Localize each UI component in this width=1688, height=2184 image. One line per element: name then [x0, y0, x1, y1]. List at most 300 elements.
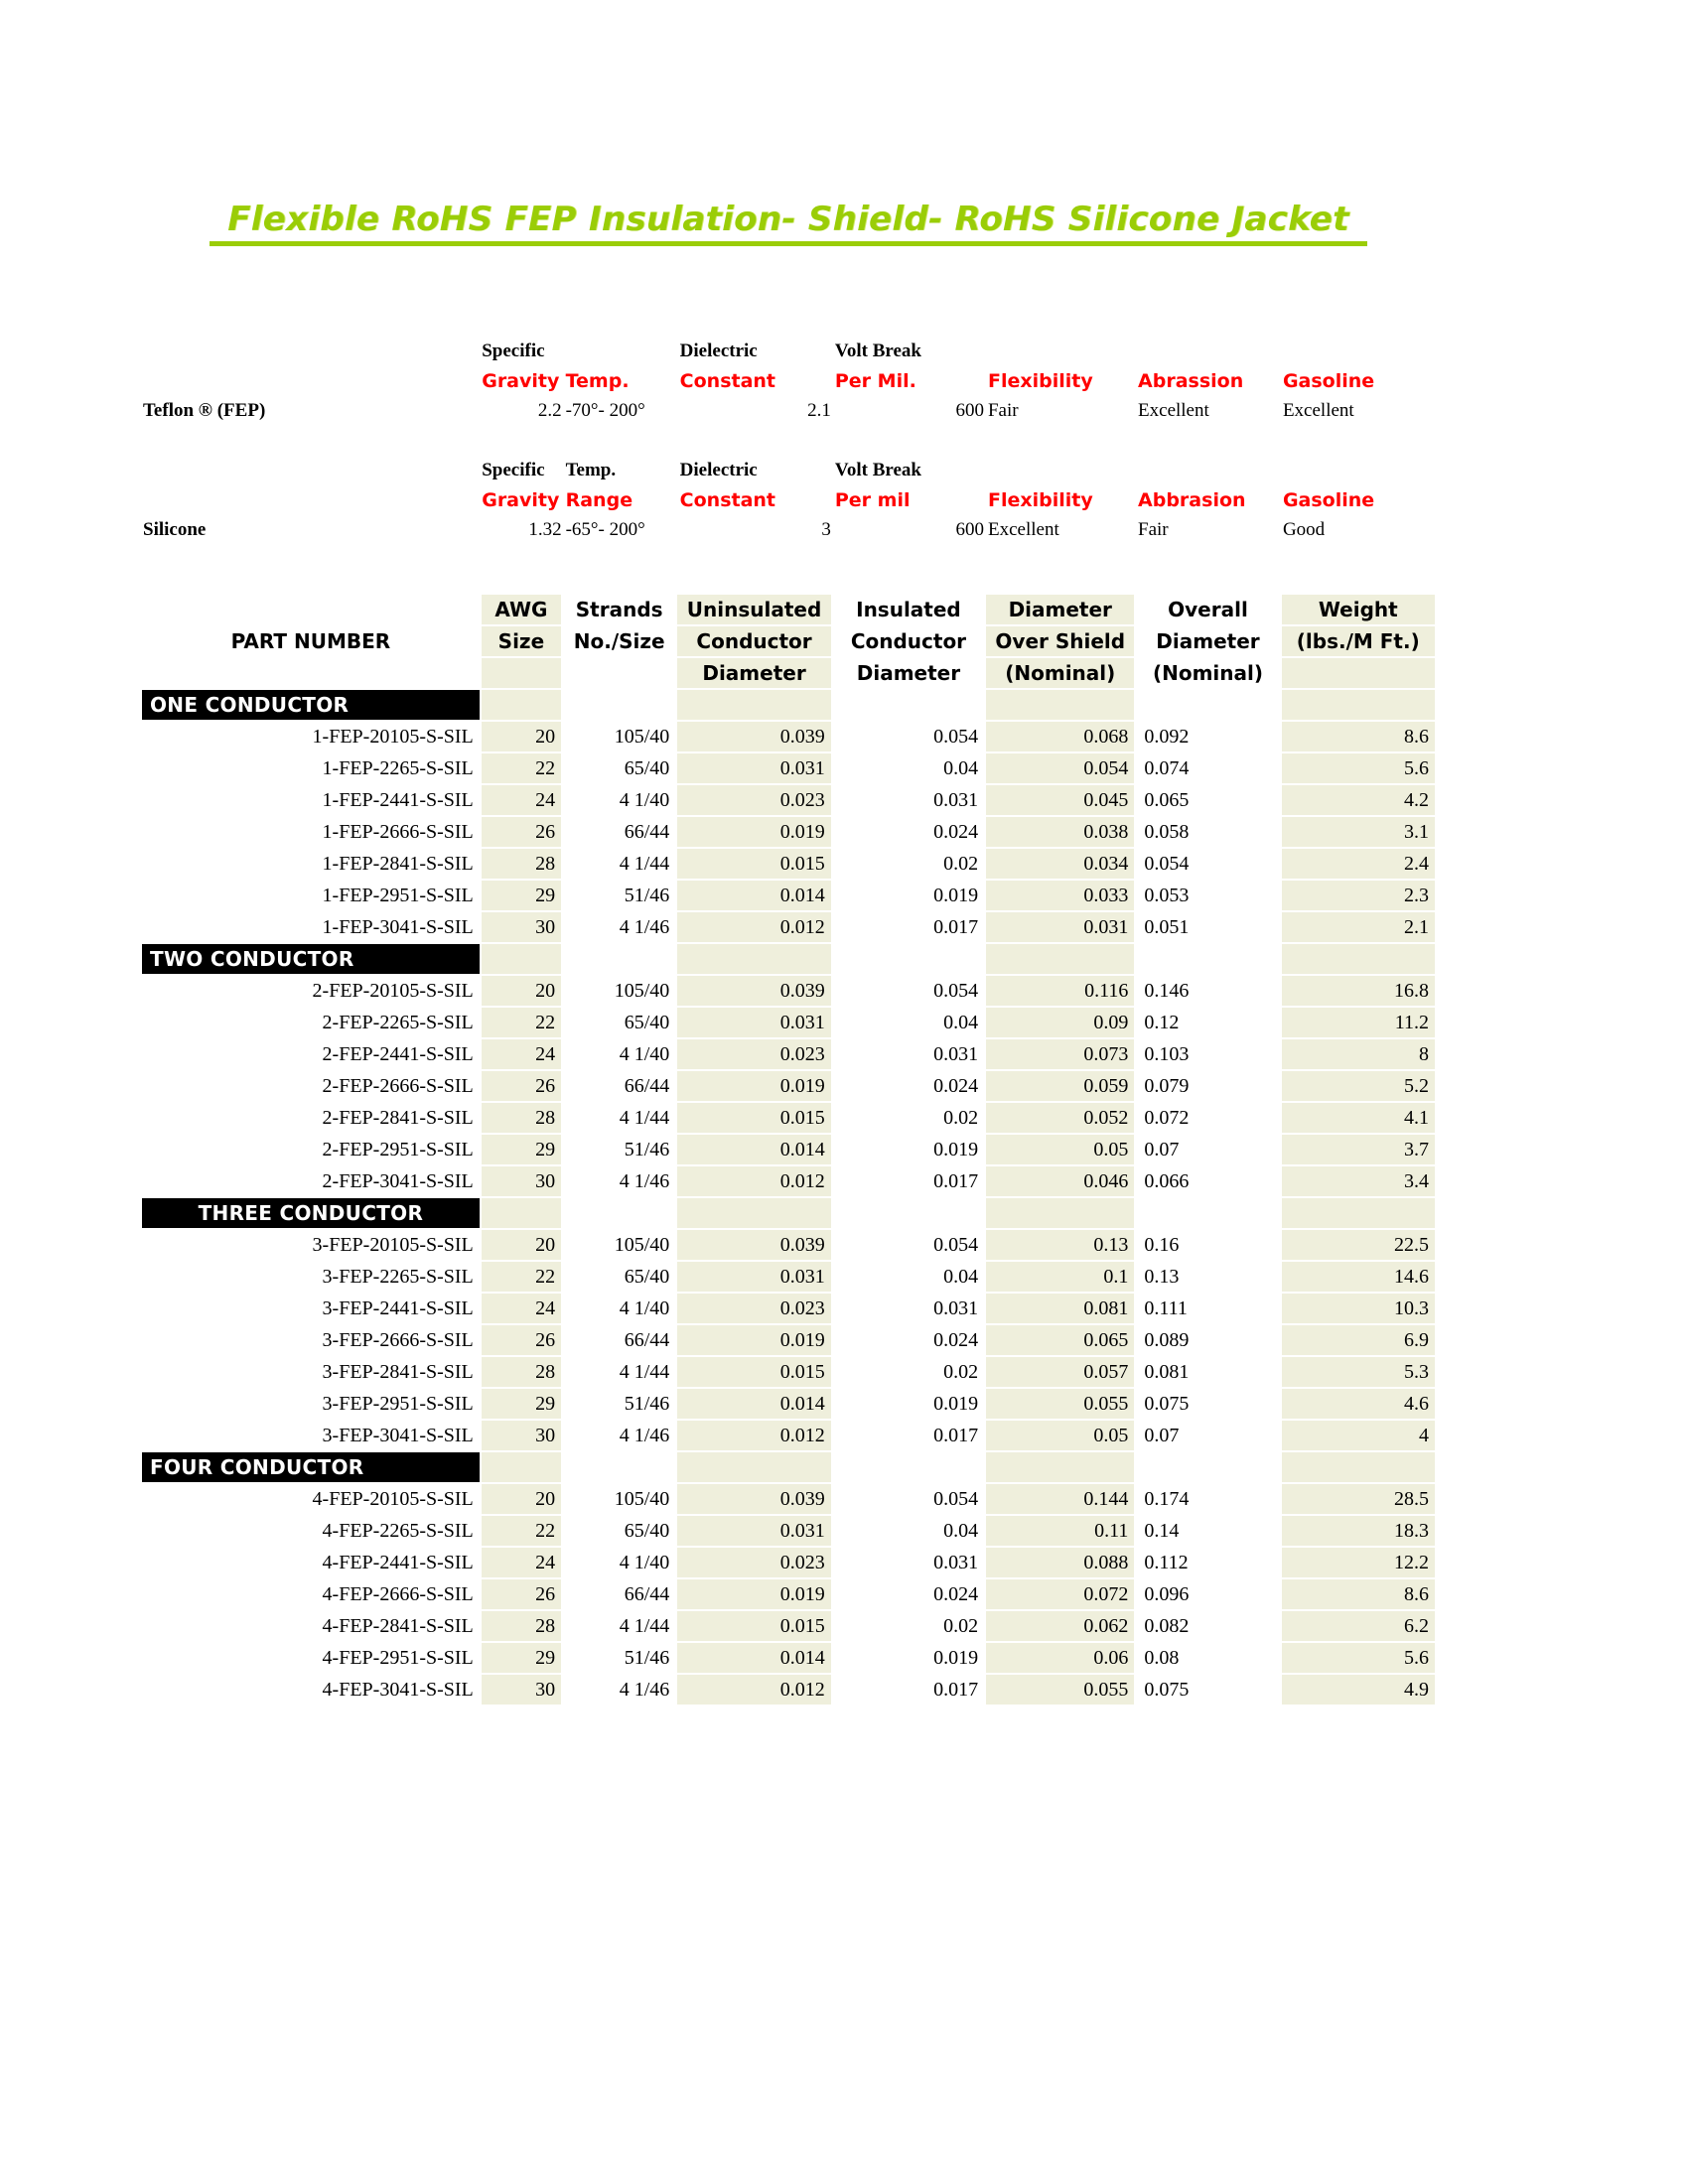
column-header-cell: PART NUMBER [230, 629, 391, 653]
column-header-cell: Diameter [677, 658, 830, 688]
column-header-cell: Uninsulated [677, 595, 830, 624]
cell-part-number: 1-FEP-2441-S-SIL [322, 788, 474, 811]
section-header-filler [482, 944, 561, 974]
cell-tail [1437, 976, 1539, 1006]
cell-insulated-conductor-diameter: 0.019 [933, 1392, 979, 1415]
column-header-cell: AWG [482, 595, 561, 624]
section-header-filler [677, 1452, 830, 1482]
cell-part-number: 3-FEP-2441-S-SIL [322, 1297, 474, 1319]
table-row[interactable] [142, 817, 1539, 847]
cell-overall-diameter: 0.074 [1144, 756, 1190, 779]
cell-overall-diameter: 0.072 [1144, 1106, 1190, 1129]
cell-diameter-over-shield: 0.11 [986, 1516, 1134, 1546]
blank-cell [565, 427, 677, 455]
section-header-filler [563, 1198, 675, 1228]
cell-insulated-conductor-diameter: 0.024 [933, 1074, 979, 1097]
cell-weight: 2.4 [1282, 849, 1435, 879]
cell-strands: 51/46 [624, 1392, 670, 1415]
cell-strands: 4 1/40 [619, 1042, 670, 1065]
silicone-data-row [142, 516, 1539, 544]
table-row[interactable] [142, 1135, 1539, 1164]
cell-uninsulated-conductor-diameter: 0.031 [677, 1008, 830, 1037]
cell-awg-size: 20 [482, 976, 561, 1006]
cell-strands: 4 1/40 [619, 788, 670, 811]
column-header-cell [1437, 658, 1539, 688]
teflon-hdr-volt-break: Volt Break [834, 341, 921, 361]
cell-overall-diameter: 0.08 [1144, 1646, 1180, 1669]
section-header-label: ONE CONDUCTOR [142, 690, 480, 720]
cell-tail [1437, 1675, 1539, 1705]
cell-part-number: 2-FEP-3041-S-SIL [322, 1169, 474, 1192]
cell-part-number: 3-FEP-2666-S-SIL [322, 1328, 474, 1351]
cell-tail [1437, 1135, 1539, 1164]
title-tail-cell [1437, 188, 1539, 287]
teflon-data-row [142, 397, 1539, 425]
cell-diameter-over-shield: 0.052 [986, 1103, 1134, 1133]
cell-uninsulated-conductor-diameter: 0.023 [677, 1548, 830, 1577]
section-header-filler [482, 1452, 561, 1482]
table-row[interactable] [142, 1325, 1539, 1355]
section-header-filler [563, 1452, 675, 1482]
table-row[interactable] [142, 785, 1539, 815]
cell-weight: 14.6 [1282, 1262, 1435, 1292]
cell-tail [1437, 1294, 1539, 1323]
cell-diameter-over-shield: 0.057 [986, 1357, 1134, 1387]
silicone-hdr-temp: Temp. [565, 460, 617, 480]
cell-weight: 5.6 [1282, 753, 1435, 783]
cell-insulated-conductor-diameter: 0.031 [933, 1042, 979, 1065]
teflon-hdr-abrassion: Abrassion [1138, 370, 1244, 392]
cell-insulated-conductor-diameter: 0.017 [933, 1169, 979, 1192]
cell-strands: 4 1/46 [619, 915, 670, 938]
blank-cell [1282, 427, 1435, 455]
column-header-cell: Diameter [856, 661, 961, 685]
table-row[interactable] [142, 976, 1539, 1006]
teflon-header-top-row [142, 338, 1539, 365]
silicone-hdr-blank [142, 457, 479, 484]
cell-overall-diameter: 0.103 [1144, 1042, 1190, 1065]
teflon-hdr-specific: Specific [482, 341, 545, 361]
section-header-filler [833, 690, 984, 720]
cell-weight: 5.6 [1282, 1643, 1435, 1673]
cell-uninsulated-conductor-diameter: 0.019 [677, 1325, 830, 1355]
spacer-cell [482, 154, 561, 186]
cell-uninsulated-conductor-diameter: 0.031 [677, 1262, 830, 1292]
cell-uninsulated-conductor-diameter: 0.039 [677, 722, 830, 751]
table-row[interactable] [142, 1039, 1539, 1069]
cell-overall-diameter: 0.082 [1144, 1614, 1190, 1637]
cell-awg-size: 28 [482, 1611, 561, 1641]
cell-strands: 66/44 [624, 1328, 670, 1351]
column-header-row-2 [142, 626, 1539, 656]
section-header-filler [1136, 690, 1279, 720]
section-header-filler [677, 944, 830, 974]
cell-insulated-conductor-diameter: 0.019 [933, 884, 979, 906]
cell-tail [1437, 1579, 1539, 1609]
cell-awg-size: 22 [482, 1262, 561, 1292]
props-bottom-separator-row [142, 546, 1539, 574]
section-header-filler [1136, 944, 1279, 974]
section-header-filler [482, 1198, 561, 1228]
cell-part-number: 3-FEP-2265-S-SIL [322, 1265, 474, 1288]
cell-part-number: 3-FEP-20105-S-SIL [312, 1233, 474, 1256]
cell-part-number: 4-FEP-2841-S-SIL [322, 1614, 474, 1637]
teflon-hdr-gasoline: Gasoline [1282, 370, 1375, 392]
cell-overall-diameter: 0.066 [1144, 1169, 1190, 1192]
cell-tail [1437, 1421, 1539, 1450]
cell-insulated-conductor-diameter: 0.02 [943, 1614, 979, 1637]
cell-weight: 16.8 [1282, 976, 1435, 1006]
cell-tail [1437, 912, 1539, 942]
table-row[interactable] [142, 1548, 1539, 1577]
cell-diameter-over-shield: 0.09 [986, 1008, 1134, 1037]
section-header-row [142, 1198, 1539, 1228]
cell-insulated-conductor-diameter: 0.054 [933, 725, 979, 748]
cell-overall-diameter: 0.079 [1144, 1074, 1190, 1097]
spacer-cell [1136, 154, 1279, 186]
column-header-cell [1282, 658, 1435, 688]
column-header-cell: (lbs./M Ft.) [1282, 626, 1435, 656]
cell-part-number: 3-FEP-2841-S-SIL [322, 1360, 474, 1383]
cell-overall-diameter: 0.075 [1144, 1678, 1190, 1701]
cell-weight: 4.1 [1282, 1103, 1435, 1133]
section-header-filler [1437, 1452, 1539, 1482]
cell-overall-diameter: 0.081 [1144, 1360, 1190, 1383]
silicone-temp-range: -65°- 200° [565, 519, 645, 540]
cell-tail [1437, 753, 1539, 783]
blank-cell [1437, 427, 1539, 455]
table-row[interactable] [142, 1579, 1539, 1609]
section-header-filler [677, 690, 830, 720]
table-row[interactable] [142, 1389, 1539, 1419]
cell-weight: 4 [1282, 1421, 1435, 1450]
cell-uninsulated-conductor-diameter: 0.014 [677, 1643, 830, 1673]
cell-diameter-over-shield: 0.045 [986, 785, 1134, 815]
teflon-hdr-flex-blank [987, 338, 1135, 365]
cell-overall-diameter: 0.092 [1144, 725, 1190, 748]
material-properties-table [140, 336, 1541, 576]
teflon-hdr-flexibility: Flexibility [987, 370, 1093, 392]
blank-cell [1137, 427, 1280, 455]
cell-strands: 105/40 [614, 979, 670, 1002]
page-title-cell [142, 188, 1435, 287]
section-header-label: THREE CONDUCTOR [142, 1198, 480, 1228]
cell-weight: 8.6 [1282, 1579, 1435, 1609]
blank-cell [679, 546, 832, 574]
cell-weight: 2.1 [1282, 912, 1435, 942]
table-row[interactable] [142, 1230, 1539, 1260]
cell-tail [1437, 1357, 1539, 1387]
cell-uninsulated-conductor-diameter: 0.023 [677, 785, 830, 815]
spacer-cell [677, 154, 830, 186]
cell-diameter-over-shield: 0.144 [986, 1484, 1134, 1514]
cell-awg-size: 29 [482, 1643, 561, 1673]
section-header-row [142, 944, 1539, 974]
cell-awg-size: 28 [482, 1357, 561, 1387]
cell-uninsulated-conductor-diameter: 0.023 [677, 1294, 830, 1323]
section-header-label: TWO CONDUCTOR [142, 944, 480, 974]
cell-insulated-conductor-diameter: 0.019 [933, 1138, 979, 1160]
cell-strands: 105/40 [614, 1487, 670, 1510]
table-row[interactable] [142, 1611, 1539, 1641]
cell-strands: 65/40 [624, 1265, 670, 1288]
cell-overall-diameter: 0.07 [1144, 1138, 1180, 1160]
blank-cell [565, 546, 677, 574]
cell-diameter-over-shield: 0.081 [986, 1294, 1134, 1323]
cell-strands: 66/44 [624, 820, 670, 843]
cell-strands: 51/46 [624, 884, 670, 906]
cell-insulated-conductor-diameter: 0.031 [933, 1551, 979, 1573]
cell-diameter-over-shield: 0.055 [986, 1675, 1134, 1705]
table-row[interactable] [142, 753, 1539, 783]
column-header-cell: Size [482, 626, 561, 656]
cell-strands: 65/40 [624, 756, 670, 779]
cell-awg-size: 29 [482, 1389, 561, 1419]
cell-tail [1437, 1262, 1539, 1292]
table-row[interactable] [142, 881, 1539, 910]
silicone-hdr-volt-break: Volt Break [834, 460, 921, 480]
section-header-filler [833, 1452, 984, 1482]
cell-uninsulated-conductor-diameter: 0.012 [677, 1166, 830, 1196]
column-header-row-3 [142, 658, 1539, 688]
cell-insulated-conductor-diameter: 0.054 [933, 1233, 979, 1256]
cell-uninsulated-conductor-diameter: 0.014 [677, 881, 830, 910]
cell-tail [1437, 1008, 1539, 1037]
silicone-hdr-gas-blank [1282, 457, 1435, 484]
column-header-cell: Diameter [1156, 629, 1260, 653]
cell-part-number: 1-FEP-2666-S-SIL [322, 820, 474, 843]
teflon-volt-break: 600 [955, 400, 984, 421]
cell-strands: 105/40 [614, 725, 670, 748]
cell-awg-size: 24 [482, 1548, 561, 1577]
table-row[interactable] [142, 1516, 1539, 1546]
table-row[interactable] [142, 1484, 1539, 1514]
spacer-cell [1437, 154, 1539, 186]
cell-insulated-conductor-diameter: 0.04 [943, 756, 979, 779]
cell-diameter-over-shield: 0.088 [986, 1548, 1134, 1577]
teflon-hdr-temp-blank [565, 338, 677, 365]
cell-overall-diameter: 0.13 [1144, 1265, 1180, 1288]
part-number-table [140, 593, 1541, 1706]
cell-weight: 8.6 [1282, 722, 1435, 751]
cell-strands: 4 1/46 [619, 1169, 670, 1192]
blank-cell [142, 427, 479, 455]
cell-tail [1437, 1325, 1539, 1355]
title-row [142, 188, 1539, 287]
table-row[interactable] [142, 1071, 1539, 1101]
spacer-cell [833, 154, 984, 186]
cell-strands: 4 1/44 [619, 852, 670, 875]
teflon-hdr-gravity: Gravity [482, 370, 560, 392]
cell-diameter-over-shield: 0.06 [986, 1643, 1134, 1673]
cell-uninsulated-conductor-diameter: 0.039 [677, 1230, 830, 1260]
section-header-filler [1437, 944, 1539, 974]
cell-diameter-over-shield: 0.055 [986, 1389, 1134, 1419]
cell-awg-size: 30 [482, 1421, 561, 1450]
teflon-hdr-gas-blank [1282, 338, 1435, 365]
cell-diameter-over-shield: 0.1 [986, 1262, 1134, 1292]
column-header-cell [1437, 626, 1539, 656]
cell-overall-diameter: 0.075 [1144, 1392, 1190, 1415]
table-row[interactable] [142, 1675, 1539, 1705]
cell-awg-size: 22 [482, 1008, 561, 1037]
column-header-cell: Weight [1282, 595, 1435, 624]
table-row[interactable] [142, 1103, 1539, 1133]
cell-part-number: 4-FEP-2441-S-SIL [322, 1551, 474, 1573]
cell-part-number: 4-FEP-3041-S-SIL [322, 1678, 474, 1701]
cell-weight: 5.2 [1282, 1071, 1435, 1101]
cell-strands: 105/40 [614, 1233, 670, 1256]
cell-insulated-conductor-diameter: 0.017 [933, 915, 979, 938]
table-row[interactable] [142, 1294, 1539, 1323]
cell-part-number: 2-FEP-2265-S-SIL [322, 1011, 474, 1033]
cell-strands: 51/46 [624, 1646, 670, 1669]
cell-strands: 66/44 [624, 1582, 670, 1605]
cell-weight: 3.4 [1282, 1166, 1435, 1196]
section-header-filler [833, 1198, 984, 1228]
silicone-specific-gravity: 1.32 [528, 519, 562, 540]
table-row[interactable] [142, 1166, 1539, 1196]
cell-weight: 6.2 [1282, 1611, 1435, 1641]
blank-cell [481, 546, 562, 574]
silicone-hdr-gasoline: Gasoline [1282, 489, 1375, 511]
cell-tail [1437, 1166, 1539, 1196]
cell-weight: 28.5 [1282, 1484, 1435, 1514]
section-header-filler [482, 690, 561, 720]
section-header-filler [1282, 1198, 1435, 1228]
cell-uninsulated-conductor-diameter: 0.012 [677, 1421, 830, 1450]
cell-weight: 8 [1282, 1039, 1435, 1069]
cell-insulated-conductor-diameter: 0.054 [933, 979, 979, 1002]
cell-weight: 11.2 [1282, 1008, 1435, 1037]
teflon-hdr-abr-blank [1137, 338, 1280, 365]
cell-part-number: 4-FEP-20105-S-SIL [312, 1487, 474, 1510]
cell-insulated-conductor-diameter: 0.04 [943, 1519, 979, 1542]
cell-insulated-conductor-diameter: 0.04 [943, 1265, 979, 1288]
silicone-hdr-gravity: Gravity [482, 489, 560, 511]
table-row[interactable] [142, 1008, 1539, 1037]
cell-part-number: 2-FEP-2441-S-SIL [322, 1042, 474, 1065]
table-row[interactable] [142, 849, 1539, 879]
column-header-cell: Conductor [677, 626, 830, 656]
silicone-hdr-flexibility: Flexibility [987, 489, 1093, 511]
teflon-temp-range: -70°- 200° [565, 400, 645, 421]
silicone-hdr-specific: Specific [482, 460, 545, 480]
cell-part-number: 3-FEP-3041-S-SIL [322, 1424, 474, 1446]
section-header-filler [677, 1198, 830, 1228]
blank-cell [987, 427, 1135, 455]
section-header-filler [986, 1452, 1134, 1482]
table-row[interactable] [142, 1421, 1539, 1450]
silicone-flexibility: Excellent [987, 519, 1059, 540]
section-header-filler [1282, 690, 1435, 720]
section-header-filler [833, 944, 984, 974]
cell-part-number: 1-FEP-2951-S-SIL [322, 884, 474, 906]
blank-cell [1437, 546, 1539, 574]
cell-uninsulated-conductor-diameter: 0.015 [677, 1611, 830, 1641]
cell-insulated-conductor-diameter: 0.019 [933, 1646, 979, 1669]
silicone-hdr-per-mil: Per mil [834, 489, 911, 511]
section-header-filler [986, 944, 1134, 974]
teflon-header-bottom-row [142, 367, 1539, 395]
blank-cell [834, 546, 985, 574]
cell-part-number: 1-FEP-20105-S-SIL [312, 725, 474, 748]
cell-strands: 4 1/46 [619, 1424, 670, 1446]
cell-uninsulated-conductor-diameter: 0.023 [677, 1039, 830, 1069]
spacer-cell [563, 154, 675, 186]
cell-uninsulated-conductor-diameter: 0.039 [677, 1484, 830, 1514]
cell-diameter-over-shield: 0.068 [986, 722, 1134, 751]
title-table [140, 152, 1541, 289]
column-header-row-1 [142, 595, 1539, 624]
cell-tail [1437, 785, 1539, 815]
cell-insulated-conductor-diameter: 0.024 [933, 1582, 979, 1605]
table-row[interactable] [142, 912, 1539, 942]
table-row[interactable] [142, 1643, 1539, 1673]
table-row[interactable] [142, 1262, 1539, 1292]
teflon-hdr-temp: Temp. [565, 370, 630, 392]
teflon-hdr-blank [142, 338, 479, 365]
cell-awg-size: 20 [482, 1484, 561, 1514]
cell-diameter-over-shield: 0.046 [986, 1166, 1134, 1196]
cell-awg-size: 28 [482, 849, 561, 879]
cell-weight: 3.1 [1282, 817, 1435, 847]
cell-strands: 66/44 [624, 1074, 670, 1097]
cell-part-number: 2-FEP-2841-S-SIL [322, 1106, 474, 1129]
column-header-cell: No./Size [573, 629, 665, 653]
cell-part-number: 1-FEP-2841-S-SIL [322, 852, 474, 875]
cell-diameter-over-shield: 0.13 [986, 1230, 1134, 1260]
cell-uninsulated-conductor-diameter: 0.012 [677, 1675, 830, 1705]
cell-insulated-conductor-diameter: 0.024 [933, 820, 979, 843]
cell-diameter-over-shield: 0.065 [986, 1325, 1134, 1355]
cell-awg-size: 20 [482, 1230, 561, 1260]
cell-weight: 10.3 [1282, 1294, 1435, 1323]
table-row[interactable] [142, 722, 1539, 751]
cell-tail [1437, 722, 1539, 751]
section-header-filler [1136, 1452, 1279, 1482]
silicone-abrassion: Fair [1138, 519, 1169, 540]
cell-insulated-conductor-diameter: 0.031 [933, 788, 979, 811]
column-header-cell: Conductor [850, 629, 967, 653]
column-header-cell: Diameter [986, 595, 1134, 624]
cell-overall-diameter: 0.12 [1144, 1011, 1180, 1033]
cell-uninsulated-conductor-diameter: 0.031 [677, 1516, 830, 1546]
cell-weight: 2.3 [1282, 881, 1435, 910]
silicone-data-tail [1437, 516, 1539, 544]
cell-tail [1437, 881, 1539, 910]
teflon-material-name: Teflon ® (FEP) [143, 400, 266, 421]
cell-awg-size: 26 [482, 1579, 561, 1609]
cell-awg-size: 28 [482, 1103, 561, 1133]
cell-uninsulated-conductor-diameter: 0.015 [677, 849, 830, 879]
teflon-gasoline: Excellent [1282, 400, 1354, 421]
teflon-red-blank [142, 367, 479, 395]
cell-overall-diameter: 0.051 [1144, 915, 1190, 938]
silicone-hdr-tail [1437, 457, 1539, 484]
column-header-cell [482, 658, 561, 688]
column-header-cell [142, 595, 480, 624]
table-row[interactable] [142, 1357, 1539, 1387]
cell-overall-diameter: 0.053 [1144, 884, 1190, 906]
section-header-filler [1282, 944, 1435, 974]
cell-strands: 4 1/44 [619, 1106, 670, 1129]
column-header-cell: Insulated [856, 598, 961, 621]
section-header-row [142, 690, 1539, 720]
silicone-material-name: Silicone [143, 519, 207, 540]
silicone-red-blank [142, 486, 479, 514]
blank-cell [1137, 546, 1280, 574]
